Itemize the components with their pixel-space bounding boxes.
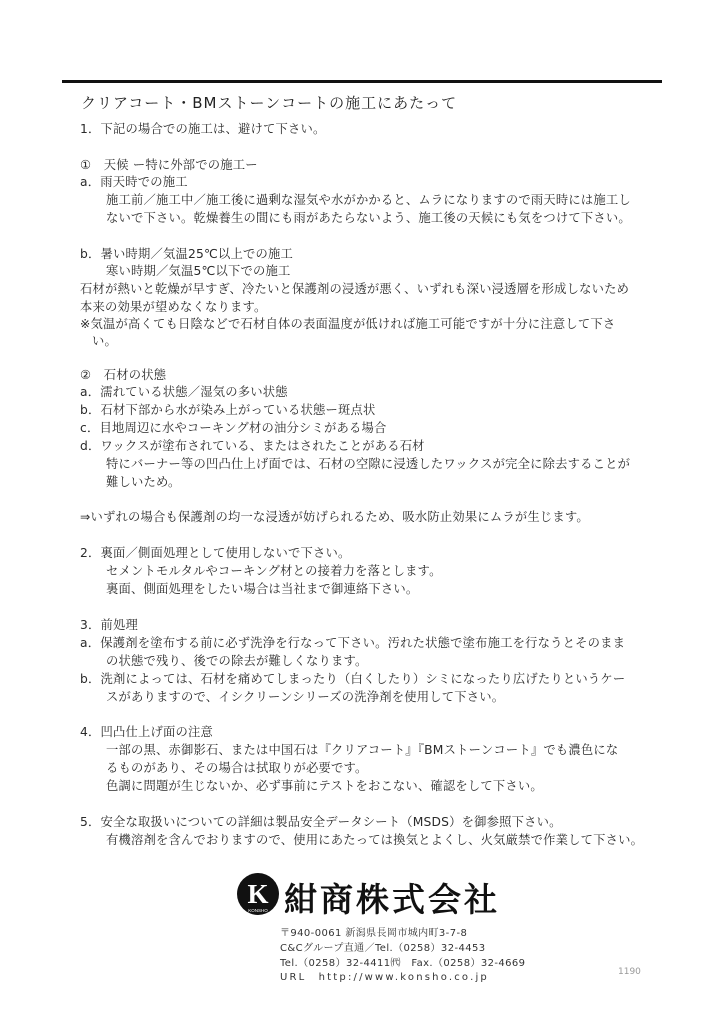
text-line: 有機溶剤を含んでおりますので、使用にあたっては換気とよくし、火気厳禁で作業して下さい。 [106, 833, 644, 847]
text-line: 色調に問題が生じないか、必ず事前にテストをおこない、確認をして下さい。 [106, 779, 543, 793]
section-2-heading: 2．裏面／側面処理として使用しないで下さい。 [80, 546, 351, 560]
page-title: クリアコート・BMストーンコートの施工にあたって [81, 94, 458, 112]
section-4-heading: 4．凹凸仕上げ面の注意 [80, 725, 213, 739]
company-url: URL http://www.konsho.co.jp [280, 972, 489, 983]
text-line: 特にバーナー等の凹凸仕上げ面では、石材の空隙に浸透したワックスが完全に除去することが [106, 457, 631, 471]
company-logo-mark-icon [236, 872, 280, 916]
item-a-cleaning: a．保護剤を塗布する前に必ず洗浄を行なって下さい。汚れた状態で塗布施工を行なうとそのまま [80, 636, 626, 650]
subsection-weather-heading: ① 天候 ー特に外部での施工ー [80, 158, 258, 172]
note-line: ※気温が高くても日陰などで石材自体の表面温度が低ければ施工可能ですが十分に注意して下さ [80, 317, 616, 331]
svg-text:KONSHO: KONSHO [248, 908, 268, 913]
section-3-heading: 3．前処理 [80, 618, 139, 632]
text-line: るものがあり、その場合は拭取りが必要です。 [106, 761, 368, 775]
text-line: ないで下さい。乾燥養生の間にも雨があたらないよう、施工後の天候にも気をつけて下さい。 [106, 211, 631, 225]
text-line: 裏面、側面処理をしたい場合は当社まで御連絡下さい。 [106, 582, 419, 596]
page-number: 1190 [618, 967, 641, 977]
top-rule [62, 80, 662, 83]
subsection-stone-heading: ② 石材の状態 [80, 368, 167, 382]
conclusion-line: ⇒いずれの場合も保護剤の均一な浸透が妨げられるため、吸水防止効果にムラが生じます。 [80, 510, 589, 524]
section-5-heading: 5．安全な取扱いについての詳細は製品安全データシート（MSDS）を御参照下さい。 [80, 815, 562, 829]
item-b-temperature: b．暑い時期／気温25℃以上での施工 [80, 247, 294, 261]
text-line: 難しいため。 [106, 475, 181, 489]
svg-text:K: K [247, 879, 269, 909]
company-address: 〒940-0061 新潟県長岡市城内町3-7-8 [280, 928, 468, 939]
item-d-wax: d．ワックスが塗布されている、またはされたことがある石材 [80, 439, 425, 453]
item-a-wet: a．濡れている状態／湿気の多い状態 [80, 385, 288, 399]
text-line: の状態で残り、後での除去が難しくなります。 [106, 654, 368, 668]
company-tel-fax: Tel.（0258）32-4411㈹ Fax.（0258）32-4669 [280, 958, 526, 969]
item-c-joint: c．目地周辺に水やコーキング材の油分シミがある場合 [80, 421, 387, 435]
company-direct-line: C&Cグループ直通／Tel.（0258）32-4453 [280, 943, 486, 954]
text-line: セメントモルタルやコーキング材との接着力を落とします。 [106, 564, 442, 578]
section-1-heading: 1．下記の場合での施工は、避けて下さい。 [80, 122, 326, 136]
note-line: い。 [92, 334, 117, 348]
company-logo [236, 872, 506, 930]
company-name: 紺商株式会社 [284, 880, 500, 919]
text-line: 施工前／施工中／施工後に過剰な湿気や水がかかると、ムラになりますので雨天時には施工し [106, 193, 631, 207]
text-line: スがありますので、イシクリーンシリーズの洗浄剤を使用して下さい。 [106, 690, 505, 704]
item-b-detergent: b．洗剤によっては、石材を痛めてしまったり（白くしたり）シミになったり広げたりというケー [80, 672, 626, 686]
item-a-rain: a．雨天時での施工 [80, 175, 188, 189]
text-line: 本来の効果が望めなくなります。 [80, 300, 267, 314]
item-b-water: b．石材下部から水が染み上がっている状態ー斑点状 [80, 403, 376, 417]
text-line: 一部の黒、赤御影石、または中国石は『クリアコート』『BMストーンコート』でも濃色にな [106, 743, 619, 757]
text-line: 寒い時期／気温5℃以下での施工 [106, 264, 291, 278]
text-line: 石材が熱いと乾燥が早すぎ、冷たいと保護剤の浸透が悪く、いずれも深い浸透層を形成しないため [80, 282, 630, 296]
